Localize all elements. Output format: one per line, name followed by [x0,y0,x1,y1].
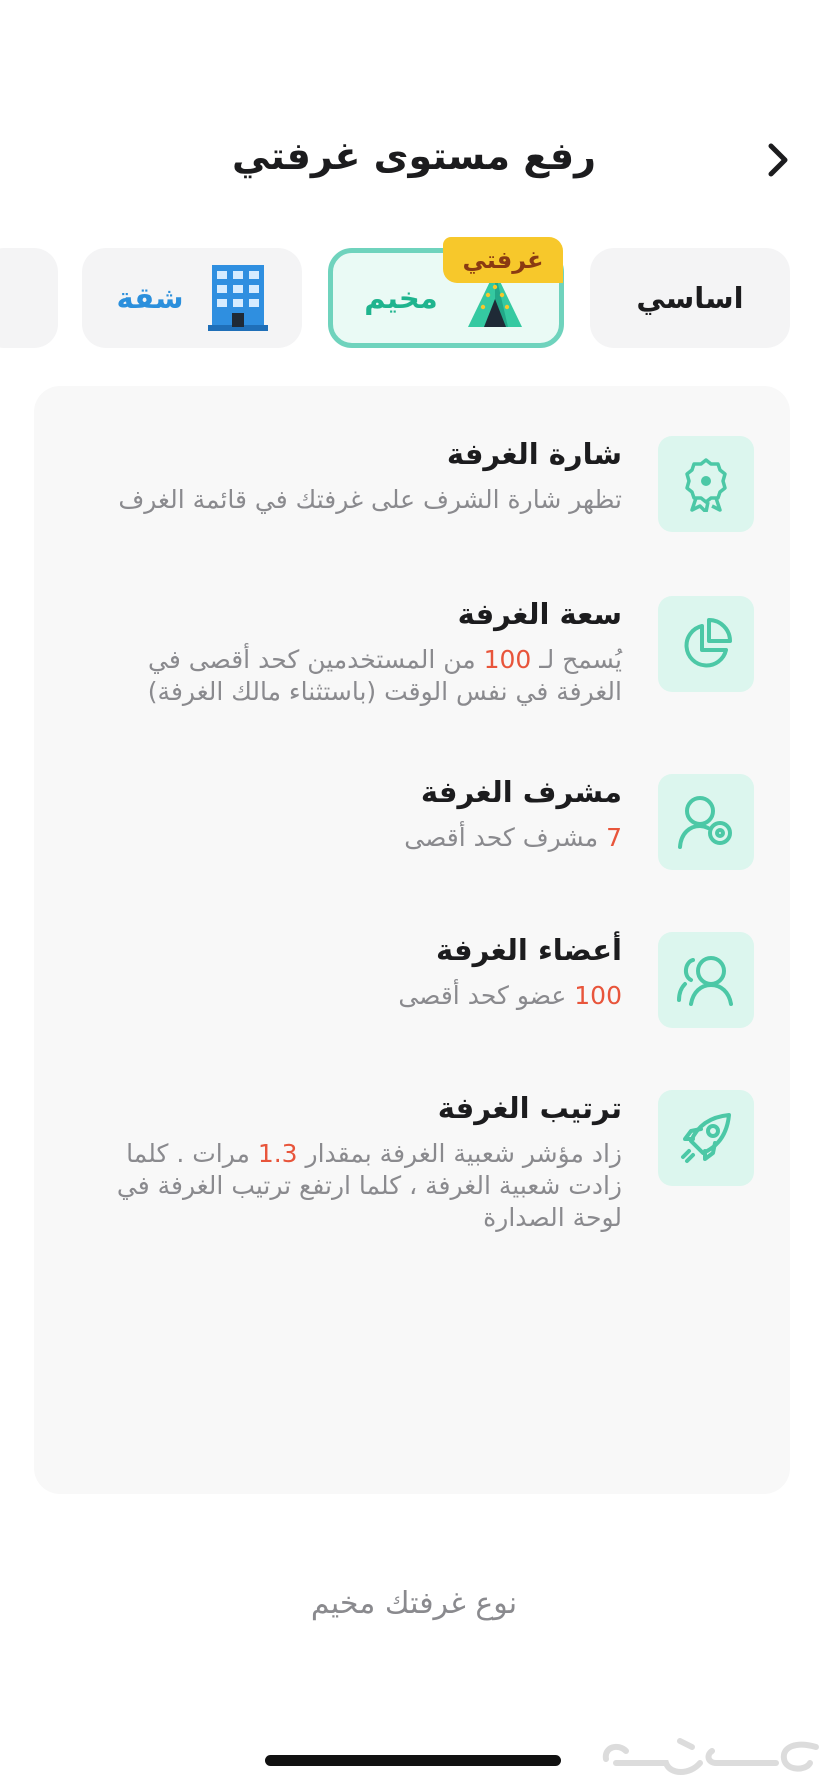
feature-text [84,928,622,1012]
desc-before: يُسمح لـ [531,645,622,674]
members-icon [675,954,737,1006]
tab-apartment[interactable] [82,248,302,348]
feature-room-badge [84,436,754,576]
tab-camp-label: مخيم [364,281,438,315]
feature-title: أعضاء الغرفة [436,933,622,967]
feature-text [84,1086,622,1234]
header-bar [0,120,828,200]
feature-title: ترتيب الغرفة [437,1091,622,1125]
tab-next-partial[interactable] [0,248,58,348]
feature-icon-box [658,596,754,692]
feature-desc [84,644,622,708]
feature-title: شارة الغرفة [446,437,622,471]
haraj-watermark-logo [596,1733,822,1783]
page-title: رفع مستوى غرفتي [232,134,596,178]
feature-desc [84,822,622,854]
feature-text [84,432,622,516]
feature-title: مشرف الغرفة [420,775,622,809]
desc-after: مرات . كلما زادت شعبية الغرفة ، كلما ارتفع ترتيب الغرفة في لوحة الصدارة [116,1139,622,1232]
current-room-badge: غرفتي [443,237,563,283]
tab-camp[interactable] [328,248,564,348]
highlight-value: 1.3 [257,1139,298,1168]
rocket-icon [677,1109,735,1167]
feature-text [84,770,622,854]
feature-room-capacity [84,596,754,736]
room-type-note: نوع غرفتك مخيم [310,1586,518,1621]
feature-text [84,592,622,708]
feature-room-members [84,932,754,1072]
tab-basic-label: اساسي [636,281,744,315]
highlight-value: 100 [574,981,622,1010]
admin-icon [676,793,736,851]
badge-icon [680,456,732,512]
feature-desc: تظهر شارة الشرف على غرفتك في قائمة الغرف [118,485,622,514]
desc-after: من المستخدمين كحد أقصى في الغرفة في نفس الوقت (باستثناء مالك الغرفة) [147,645,622,706]
highlight-value: 100 [483,645,532,674]
tab-apartment-label: شقة [116,281,184,315]
pie-chart-icon [678,616,734,672]
highlight-value: 7 [606,823,622,852]
desc-after: عضو كحد أقصى [398,981,575,1010]
features-card [34,386,790,1494]
feature-room-ranking [84,1090,754,1230]
tab-basic[interactable] [590,248,790,348]
desc-before: زاد مؤشر شعبية الغرفة بمقدار [297,1139,622,1168]
feature-desc [84,1138,622,1234]
feature-icon-box [658,774,754,870]
feature-desc [84,980,622,1012]
feature-icon-box [658,1090,754,1186]
desc-after: مشرف كحد أقصى [404,823,607,852]
feature-title: سعة الغرفة [457,597,622,631]
building-icon [208,263,268,333]
room-level-tabs [0,246,828,350]
feature-room-admin [84,774,754,914]
feature-icon-box [658,436,754,532]
home-indicator [265,1755,561,1766]
feature-icon-box [658,932,754,1028]
